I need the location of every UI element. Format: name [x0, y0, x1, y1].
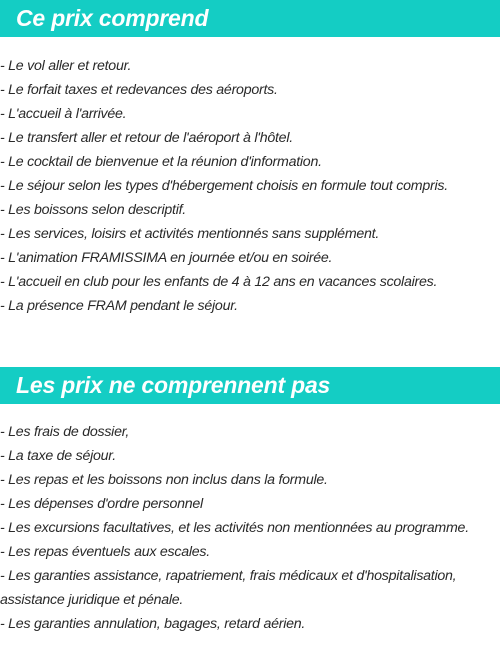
list-item: - La présence FRAM pendant le séjour.	[0, 298, 238, 314]
list-item: - La taxe de séjour.	[0, 448, 116, 464]
list-item: - L'accueil à l'arrivée.	[0, 106, 127, 122]
list-item: - Le forfait taxes et redevances des aéroports.	[0, 82, 278, 98]
list-item: - Le cocktail de bienvenue et la réunion d'information.	[0, 154, 322, 170]
included-items-list	[0, 54, 500, 318]
section-title-excluded: Les prix ne comprennent pas	[0, 367, 500, 404]
excluded-items-list	[0, 420, 500, 636]
list-item: - L'animation FRAMISSIMA en journée et/ou en soirée.	[0, 250, 333, 266]
list-item: - Les dépenses d'ordre personnel	[0, 496, 203, 512]
list-item: - Les repas et les boissons non inclus dans la formule.	[0, 472, 328, 488]
list-item: - Le vol aller et retour.	[0, 58, 132, 74]
list-item: - Le transfert aller et retour de l'aéroport à l'hôtel.	[0, 130, 293, 146]
list-item: - Les boissons selon descriptif.	[0, 202, 186, 218]
list-item: - Les garanties annulation, bagages, retard aérien.	[0, 616, 306, 632]
list-item: - L'accueil en club pour les enfants de 4 à 12 ans en vacances scolaires.	[0, 274, 438, 290]
list-item: - Les frais de dossier,	[0, 424, 130, 440]
list-item: - Les garanties assistance, rapatriement, frais médicaux et d'hospitalisation, assistance juridique et pénale.	[0, 568, 457, 608]
list-item: - Les services, loisirs et activités mentionnés sans supplément.	[0, 226, 380, 242]
list-item: - Le séjour selon les types d'hébergement choisis en formule tout compris.	[0, 178, 448, 194]
list-item: - Les excursions facultatives, et les activités non mentionnées au programme.	[0, 520, 469, 536]
list-item: - Les repas éventuels aux escales.	[0, 544, 210, 560]
section-title-included: Ce prix comprend	[0, 0, 500, 37]
